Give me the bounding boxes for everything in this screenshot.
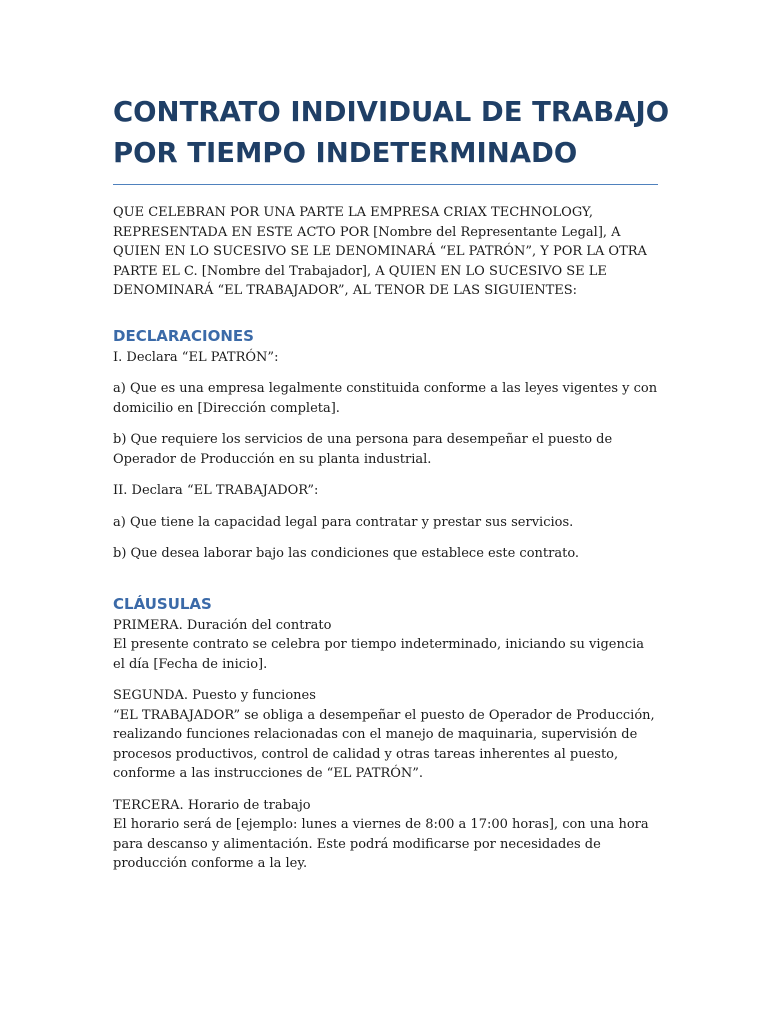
clausula-body: “EL TRABAJADOR” se obliga a desempeñar el puesto de Operador de Producción, realizando funciones relacionadas con el manejo de maquinaria, supervisión de procesos productivos, control de calidad y otras tareas inherentes al puesto, conforme a las instrucciones de “EL PATRÓN”. xyxy=(113,707,655,781)
clausula-title: TERCERA. Horario de trabajo xyxy=(113,797,311,813)
document-title-line-2: POR TIEMPO INDETERMINADO xyxy=(113,137,578,169)
clausula-title: SEGUNDA. Puesto y funciones xyxy=(113,688,316,703)
declara-patron-label: I. Declara “EL PATRÓN”: xyxy=(113,349,279,365)
document-page xyxy=(113,92,670,874)
clausula-tercera xyxy=(113,796,658,874)
document-title xyxy=(113,92,670,185)
declaracion-trabajador-b: b) Que desea laborar bajo las condiciones que establece este contrato. xyxy=(113,546,580,561)
clausulas-heading: CLÁUSULAS xyxy=(113,594,212,613)
declaracion-patron-a: a) Que es una empresa legalmente constituida conforme a las leyes vigentes y con domicilio en [Dirección completa]. xyxy=(113,381,658,416)
intro-paragraph: QUE CELEBRAN POR UNA PARTE LA EMPRESA CRIAX TECHNOLOGY, REPRESENTADA EN ESTE ACTO POR [Nombre del Representante Legal], A QUIEN EN LO SUCESIVO SE LE DENOMINARÁ “EL PATRÓN”, Y POR LA OTRA PARTE EL C. [Nombre del Trabajador], A QUIEN EN LO SUCESIVO SE LE DENOMINARÁ “EL TRABAJADOR”, AL TENOR DE LAS SIGUIENTES: xyxy=(113,205,647,298)
clausula-title: PRIMERA. Duración del contrato xyxy=(113,617,332,633)
clausula-segunda xyxy=(113,686,658,784)
declaracion-trabajador-a: a) Que tiene la capacidad legal para contratar y prestar sus servicios. xyxy=(113,514,574,530)
declara-trabajador-label: II. Declara “EL TRABAJADOR”: xyxy=(113,483,319,498)
clausula-body: El presente contrato se celebra por tiempo indeterminado, iniciando su vigencia el día [Fecha de inicio]. xyxy=(113,637,645,672)
declaracion-patron-b: b) Que requiere los servicios de una persona para desempeñar el puesto de Operador de Producción en su planta industrial. xyxy=(113,432,613,467)
document-title-line-1: CONTRATO INDIVIDUAL DE TRABAJO xyxy=(113,96,670,128)
clausula-primera xyxy=(113,616,658,675)
clausula-body: El horario será de [ejemplo: lunes a viernes de 8:00 a 17:00 horas], con una hora para descanso y alimentación. Este podrá modificarse por necesidades de producción conforme a la ley. xyxy=(113,817,649,871)
declaraciones-heading: DECLARACIONES xyxy=(113,326,254,345)
